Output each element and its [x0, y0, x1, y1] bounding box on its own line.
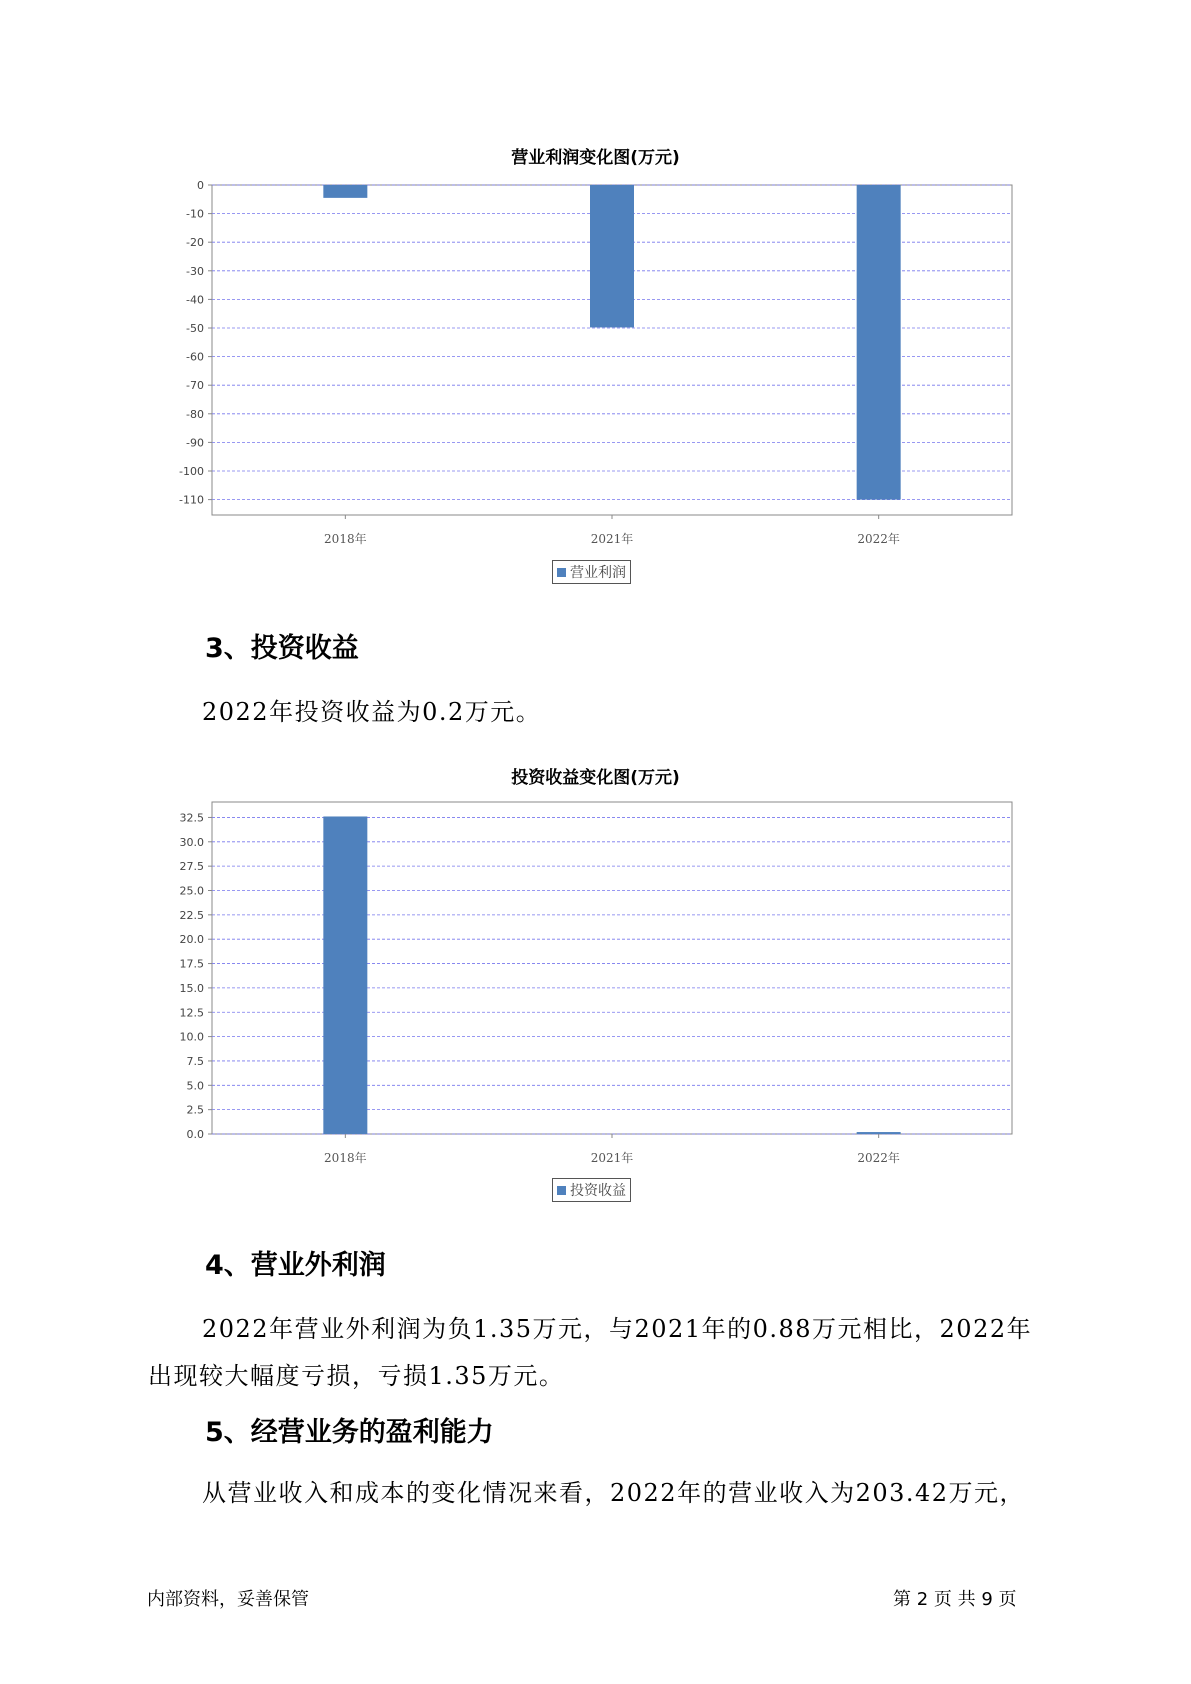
y-tick-label: 25.0 — [179, 884, 204, 898]
y-tick-label: -30 — [186, 264, 204, 278]
chart2-legend-label: 投资收益 — [570, 1183, 626, 1199]
section5-paragraph-line1: 从营业收入和成本的变化情况来看，2022年的营业收入为203.42万元， — [202, 1479, 1026, 1507]
y-tick-label: 32.5 — [179, 811, 204, 825]
section3-heading: 3、投资收益 — [205, 633, 359, 664]
y-tick-label: 0.0 — [186, 1128, 204, 1141]
y-tick-label: 27.5 — [179, 860, 204, 874]
bar-2022年 — [857, 1132, 901, 1134]
y-tick-label: 7.5 — [186, 1054, 204, 1068]
y-tick-label: 17.5 — [179, 957, 204, 971]
y-tick-label: 10.0 — [179, 1030, 204, 1044]
footer-confidential-note: 内部资料，妥善保管 — [147, 1589, 309, 1610]
y-tick-label: -100 — [179, 465, 204, 478]
y-tick-label: 20.0 — [179, 933, 204, 947]
footer-page-number: 第 2 页 共 9 页 — [893, 1589, 1017, 1610]
legend-swatch — [557, 1186, 566, 1195]
y-tick-label: 5.0 — [186, 1079, 204, 1093]
x-tick-label: 2021年 — [590, 1151, 634, 1165]
x-tick-label: 2021年 — [590, 532, 634, 546]
y-tick-label: -50 — [186, 322, 204, 335]
y-tick-label: -60 — [186, 350, 204, 364]
y-tick-label: -70 — [186, 379, 204, 393]
y-tick-label: 12.5 — [179, 1006, 204, 1020]
y-tick-label: -20 — [186, 236, 204, 250]
section4-paragraph-line1: 2022年营业外利润为负1.35万元，与2021年的0.88万元相比，2022年 — [202, 1315, 1033, 1343]
section4-heading: 4、营业外利润 — [205, 1250, 386, 1281]
x-tick-label: 2018年 — [324, 532, 367, 546]
y-tick-label: 30.0 — [179, 835, 204, 849]
section5-heading: 5、经营业务的盈利能力 — [205, 1417, 494, 1448]
x-tick-label: 2022年 — [857, 532, 900, 546]
chart2-title: 投资收益变化图(万元) — [511, 768, 680, 788]
y-tick-label: -90 — [186, 436, 204, 450]
y-tick-label: -40 — [186, 293, 204, 307]
x-tick-label: 2018年 — [324, 1151, 367, 1165]
x-tick-label: 2022年 — [857, 1151, 900, 1165]
y-tick-label: 15.0 — [179, 981, 204, 995]
chart1-legend-label: 营业利润 — [570, 565, 626, 581]
y-tick-label: 0 — [197, 179, 204, 192]
section4-paragraph-line2: 出现较大幅度亏损，亏损1.35万元。 — [148, 1362, 565, 1390]
chart1-title: 营业利润变化图(万元) — [511, 148, 680, 168]
y-tick-label: -10 — [186, 207, 204, 221]
bar-2018年 — [323, 816, 367, 1134]
y-tick-label: 22.5 — [179, 908, 204, 922]
chart2-legend — [552, 1178, 631, 1202]
y-tick-label: -110 — [179, 493, 204, 507]
section3-paragraph: 2022年投资收益为0.2万元。 — [202, 698, 542, 726]
y-tick-label: -80 — [186, 407, 204, 421]
y-tick-label: 2.5 — [186, 1103, 204, 1117]
